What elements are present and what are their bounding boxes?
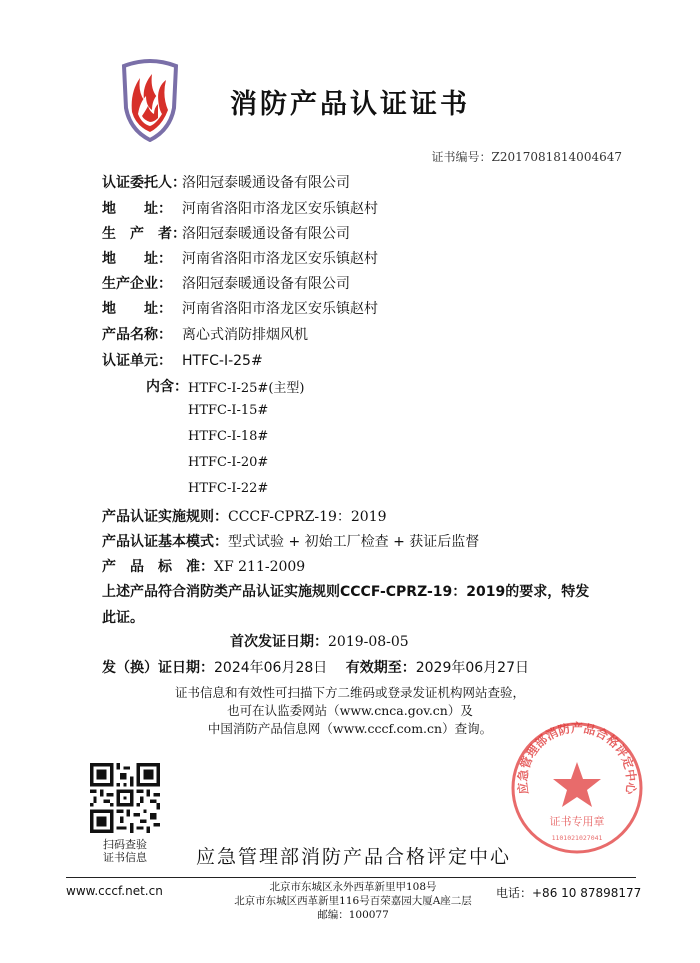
factory-address-row	[102, 298, 378, 318]
footer-website[interactable]: www.cccf.net.cn	[66, 884, 163, 898]
conformity-statement	[102, 579, 602, 631]
producer-row	[102, 223, 350, 243]
rules-value: CCCF-CPRZ-19：2019	[228, 509, 387, 525]
client-row	[102, 172, 350, 192]
qr-caption	[90, 838, 160, 864]
footer-divider	[66, 877, 636, 878]
certificate-title: 消防产品认证证书	[230, 89, 470, 120]
first-issue-label: 首次发证日期：	[230, 634, 328, 650]
product-name-value: 离心式消防排烟风机	[182, 327, 308, 343]
client-label: 认证委托人：	[102, 175, 186, 191]
verify-line-3: 中国消防产品信息网（www.cccf.com.cn）查询。	[207, 721, 493, 736]
standard-label: 产 品 标 准：	[102, 559, 214, 575]
seal-center-text: 证书专用章	[549, 815, 605, 828]
factory-value: 洛阳冠泰暖通设备有限公司	[182, 276, 350, 292]
footer-address-line-2: 北京市东城区西革新里116号百荣嘉园大厦A座二层	[234, 895, 472, 907]
seal-number: 1101021027041	[551, 834, 603, 842]
cert-unit-value: HTFC-I-25#	[182, 353, 263, 369]
includes-label: 内含：	[146, 379, 188, 395]
official-seal-icon	[507, 718, 647, 858]
verify-line-1: 证书信息和有效性可扫描下方二维码或登录发证机构网站查验，	[174, 685, 525, 700]
qr-caption-line-1: 扫码查验	[103, 838, 147, 851]
client-address-value: 河南省洛阳市洛龙区安乐镇赵村	[182, 201, 378, 217]
model-item: HTFC-I-22#	[188, 481, 269, 496]
model-item: HTFC-I-18#	[188, 429, 269, 444]
rules-label: 产品认证实施规则：	[102, 509, 228, 525]
footer-address	[198, 880, 508, 922]
producer-address-value: 河南省洛阳市洛龙区安乐镇赵村	[182, 251, 378, 267]
cert-unit-label: 认证单元：	[102, 353, 172, 369]
mode-label: 产品认证基本模式：	[102, 534, 228, 550]
mode-row	[102, 531, 479, 551]
first-issue-value: 2019-08-05	[328, 634, 409, 650]
factory-address-value: 河南省洛阳市洛龙区安乐镇赵村	[182, 301, 378, 317]
factory-label: 生产企业：	[102, 276, 172, 292]
product-name-label: 产品名称：	[102, 327, 172, 343]
statement-line-2: 此证。	[102, 610, 144, 626]
issue-dates-row	[102, 657, 529, 677]
product-name-row	[102, 324, 308, 344]
model-item: HTFC-I-25#(主型)	[188, 381, 305, 396]
client-address-row	[102, 198, 378, 218]
producer-label: 生 产 者：	[102, 226, 186, 242]
factory-address-label: 地 址：	[102, 301, 172, 317]
client-value: 洛阳冠泰暖通设备有限公司	[182, 175, 350, 191]
expire-label: 有效期至：	[345, 660, 416, 676]
expire-value: 2029年06月27日	[415, 660, 529, 676]
mode-value: 型式试验 + 初始工厂检查 + 获证后监督	[228, 534, 480, 550]
rules-row	[102, 506, 387, 526]
certificate-number-value: Z2017081814004647	[491, 150, 622, 164]
issuing-authority: 应急管理部消防产品合格评定中心	[196, 846, 512, 868]
verify-line-2: 也可在认监委网站（www.cnca.gov.cn）及	[227, 703, 473, 718]
factory-row	[102, 273, 350, 293]
standard-value: XF 211-2009	[214, 559, 306, 575]
standard-row	[102, 556, 305, 576]
model-item: HTFC-I-20#	[188, 455, 269, 470]
producer-address-label: 地 址：	[102, 251, 172, 267]
statement-line-1: 上述产品符合消防类产品认证实施规则CCCF-CPRZ-19：2019的要求，特发	[102, 584, 590, 600]
qr-code-icon[interactable]	[90, 763, 160, 833]
model-item: HTFC-I-15#	[188, 403, 269, 418]
first-issue-row	[230, 631, 409, 651]
issue-date-value: 2024年06月28日	[214, 660, 328, 676]
producer-value: 洛阳冠泰暖通设备有限公司	[182, 226, 350, 242]
footer-phone: 电话：+86 10 87898177	[496, 886, 642, 900]
certificate-number	[431, 148, 622, 165]
footer-postcode: 邮编：100077	[317, 909, 389, 921]
producer-address-row	[102, 248, 378, 268]
footer-address-line-1: 北京市东城区永外西革新里甲108号	[269, 881, 437, 893]
client-address-label: 地 址：	[102, 201, 172, 217]
qr-caption-line-2: 证书信息	[103, 851, 147, 864]
cert-unit-row	[102, 350, 263, 370]
seal-ring-text: 应急管理部消防产品合格评定中心	[515, 721, 639, 796]
certificate-number-label: 证书编号：	[431, 150, 492, 164]
issue-date-label: 发（换）证日期：	[102, 660, 214, 676]
